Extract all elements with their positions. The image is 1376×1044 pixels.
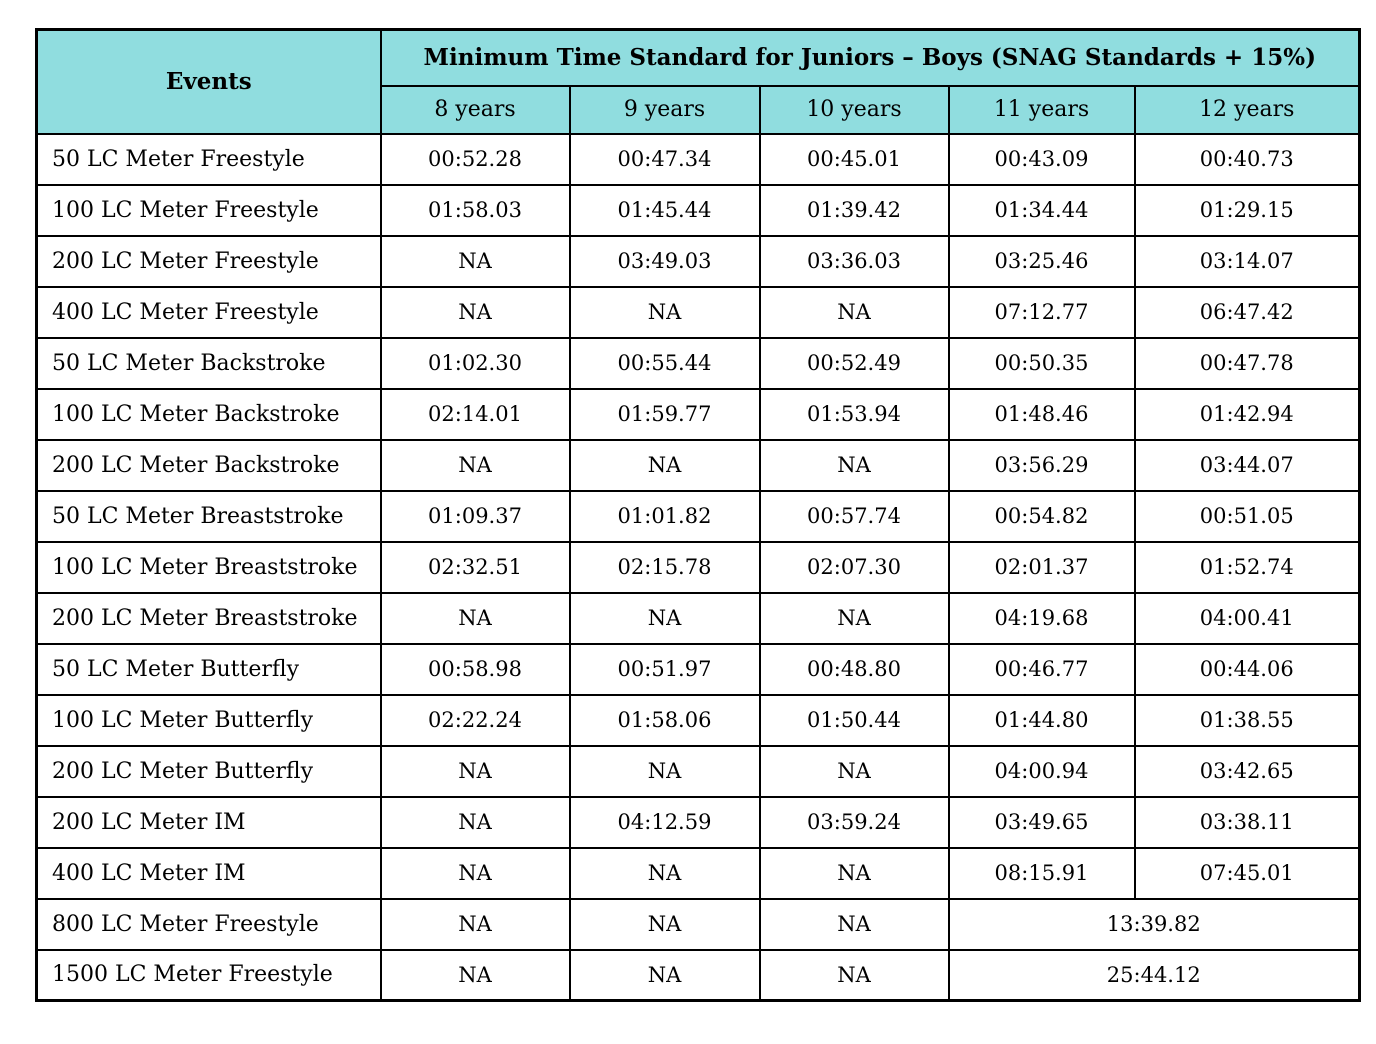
time-cell: 00:54.82 bbox=[949, 491, 1135, 542]
event-cell: 50 LC Meter Butterfly bbox=[37, 644, 381, 695]
time-cell: 00:50.35 bbox=[949, 338, 1135, 389]
time-cell: 00:46.77 bbox=[949, 644, 1135, 695]
time-cell: 01:34.44 bbox=[949, 185, 1135, 236]
time-cell: NA bbox=[381, 848, 570, 899]
time-cell: 01:59.77 bbox=[570, 389, 760, 440]
time-cell: 02:22.24 bbox=[381, 695, 570, 746]
time-cell: NA bbox=[381, 950, 570, 1001]
time-cell: 01:52.74 bbox=[1135, 542, 1360, 593]
time-cell: 01:58.03 bbox=[381, 185, 570, 236]
table-row bbox=[37, 593, 1360, 644]
event-cell: 200 LC Meter Backstroke bbox=[37, 440, 381, 491]
time-cell: 00:58.98 bbox=[381, 644, 570, 695]
table-row bbox=[37, 440, 1360, 491]
event-cell: 100 LC Meter Freestyle bbox=[37, 185, 381, 236]
time-cell: 04:12.59 bbox=[570, 797, 760, 848]
time-cell: 00:55.44 bbox=[570, 338, 760, 389]
time-cell: 00:48.80 bbox=[760, 644, 949, 695]
time-cell: 03:49.65 bbox=[949, 797, 1135, 848]
time-cell: 03:49.03 bbox=[570, 236, 760, 287]
events-column-header: Events bbox=[37, 30, 381, 134]
time-cell: 00:57.74 bbox=[760, 491, 949, 542]
table-row bbox=[37, 695, 1360, 746]
event-cell: 200 LC Meter Freestyle bbox=[37, 236, 381, 287]
event-cell: 200 LC Meter Butterfly bbox=[37, 746, 381, 797]
time-cell: 02:01.37 bbox=[949, 542, 1135, 593]
table-row bbox=[37, 797, 1360, 848]
time-cell: NA bbox=[760, 440, 949, 491]
time-cell: NA bbox=[381, 287, 570, 338]
time-cell: 00:45.01 bbox=[760, 134, 949, 185]
age-header-10-years: 10 years bbox=[760, 86, 949, 134]
time-cell: 00:44.06 bbox=[1135, 644, 1360, 695]
time-cell: 00:51.97 bbox=[570, 644, 760, 695]
time-cell: 00:52.28 bbox=[381, 134, 570, 185]
title-header-row bbox=[37, 30, 1360, 86]
time-cell: NA bbox=[381, 236, 570, 287]
time-cell: 07:12.77 bbox=[949, 287, 1135, 338]
time-cell: NA bbox=[760, 746, 949, 797]
time-cell: 00:47.34 bbox=[570, 134, 760, 185]
time-cell: 03:56.29 bbox=[949, 440, 1135, 491]
time-cell: 00:47.78 bbox=[1135, 338, 1360, 389]
time-cell: NA bbox=[760, 899, 949, 950]
table-row bbox=[37, 134, 1360, 185]
time-cell: 04:00.94 bbox=[949, 746, 1135, 797]
time-cell: 01:42.94 bbox=[1135, 389, 1360, 440]
age-header-12-years: 12 years bbox=[1135, 86, 1360, 134]
time-cell: NA bbox=[570, 950, 760, 1001]
time-cell: NA bbox=[570, 899, 760, 950]
time-cell: NA bbox=[760, 287, 949, 338]
table-row bbox=[37, 644, 1360, 695]
time-cell: 03:25.46 bbox=[949, 236, 1135, 287]
table-row bbox=[37, 542, 1360, 593]
time-cell: 04:19.68 bbox=[949, 593, 1135, 644]
time-cell: 00:40.73 bbox=[1135, 134, 1360, 185]
time-cell: 02:32.51 bbox=[381, 542, 570, 593]
event-cell: 1500 LC Meter Freestyle bbox=[37, 950, 381, 1001]
age-header-11-years: 11 years bbox=[949, 86, 1135, 134]
event-cell: 100 LC Meter Backstroke bbox=[37, 389, 381, 440]
time-cell: 01:45.44 bbox=[570, 185, 760, 236]
time-cell: 03:59.24 bbox=[760, 797, 949, 848]
time-cell: 00:43.09 bbox=[949, 134, 1135, 185]
table-row bbox=[37, 287, 1360, 338]
event-cell: 50 LC Meter Breaststroke bbox=[37, 491, 381, 542]
time-cell: NA bbox=[381, 440, 570, 491]
time-cell: 01:44.80 bbox=[949, 695, 1135, 746]
time-cell: 01:02.30 bbox=[381, 338, 570, 389]
table-row bbox=[37, 338, 1360, 389]
time-cell: NA bbox=[381, 899, 570, 950]
table-row bbox=[37, 491, 1360, 542]
time-cell: NA bbox=[381, 593, 570, 644]
table-row bbox=[37, 389, 1360, 440]
time-cell: NA bbox=[760, 593, 949, 644]
time-cell: NA bbox=[760, 950, 949, 1001]
time-cell: 02:15.78 bbox=[570, 542, 760, 593]
time-cell: 07:45.01 bbox=[1135, 848, 1360, 899]
time-cell: 01:50.44 bbox=[760, 695, 949, 746]
time-cell: 01:01.82 bbox=[570, 491, 760, 542]
time-cell: 03:44.07 bbox=[1135, 440, 1360, 491]
age-header-9-years: 9 years bbox=[570, 86, 760, 134]
time-cell: 01:09.37 bbox=[381, 491, 570, 542]
time-cell: 03:38.11 bbox=[1135, 797, 1360, 848]
time-cell: NA bbox=[570, 440, 760, 491]
time-cell: 03:14.07 bbox=[1135, 236, 1360, 287]
event-cell: 50 LC Meter Backstroke bbox=[37, 338, 381, 389]
time-cell: NA bbox=[570, 746, 760, 797]
event-cell: 100 LC Meter Breaststroke bbox=[37, 542, 381, 593]
time-cell: 01:58.06 bbox=[570, 695, 760, 746]
table-header bbox=[37, 30, 1360, 134]
time-cell: NA bbox=[570, 287, 760, 338]
time-cell: 08:15.91 bbox=[949, 848, 1135, 899]
time-cell: 01:48.46 bbox=[949, 389, 1135, 440]
age-header-8-years: 8 years bbox=[381, 86, 570, 134]
table-row bbox=[37, 236, 1360, 287]
time-cell: NA bbox=[381, 797, 570, 848]
event-cell: 200 LC Meter Breaststroke bbox=[37, 593, 381, 644]
time-cell: 00:52.49 bbox=[760, 338, 949, 389]
time-cell: NA bbox=[760, 848, 949, 899]
time-cell: 03:36.03 bbox=[760, 236, 949, 287]
time-cell: 03:42.65 bbox=[1135, 746, 1360, 797]
time-cell: 06:47.42 bbox=[1135, 287, 1360, 338]
table-row bbox=[37, 899, 1360, 950]
time-cell: 01:38.55 bbox=[1135, 695, 1360, 746]
time-cell: 01:39.42 bbox=[760, 185, 949, 236]
table-row bbox=[37, 185, 1360, 236]
time-cell: 01:53.94 bbox=[760, 389, 949, 440]
event-cell: 400 LC Meter Freestyle bbox=[37, 287, 381, 338]
event-cell: 200 LC Meter IM bbox=[37, 797, 381, 848]
event-cell: 800 LC Meter Freestyle bbox=[37, 899, 381, 950]
time-cell: 02:07.30 bbox=[760, 542, 949, 593]
merged-time-cell: 13:39.82 bbox=[949, 899, 1360, 950]
table-row bbox=[37, 848, 1360, 899]
merged-time-cell: 25:44.12 bbox=[949, 950, 1360, 1001]
table-row bbox=[37, 950, 1360, 1001]
time-cell: 01:29.15 bbox=[1135, 185, 1360, 236]
event-cell: 400 LC Meter IM bbox=[37, 848, 381, 899]
table-body bbox=[37, 134, 1360, 1001]
time-cell: 00:51.05 bbox=[1135, 491, 1360, 542]
time-cell: NA bbox=[570, 848, 760, 899]
time-cell: NA bbox=[570, 593, 760, 644]
time-cell: 02:14.01 bbox=[381, 389, 570, 440]
time-standards-table bbox=[35, 28, 1361, 1002]
event-cell: 50 LC Meter Freestyle bbox=[37, 134, 381, 185]
time-cell: 04:00.41 bbox=[1135, 593, 1360, 644]
event-cell: 100 LC Meter Butterfly bbox=[37, 695, 381, 746]
table-title: Minimum Time Standard for Juniors – Boys (SNAG Standards + 15%) bbox=[381, 30, 1360, 86]
time-cell: NA bbox=[381, 746, 570, 797]
table-row bbox=[37, 746, 1360, 797]
